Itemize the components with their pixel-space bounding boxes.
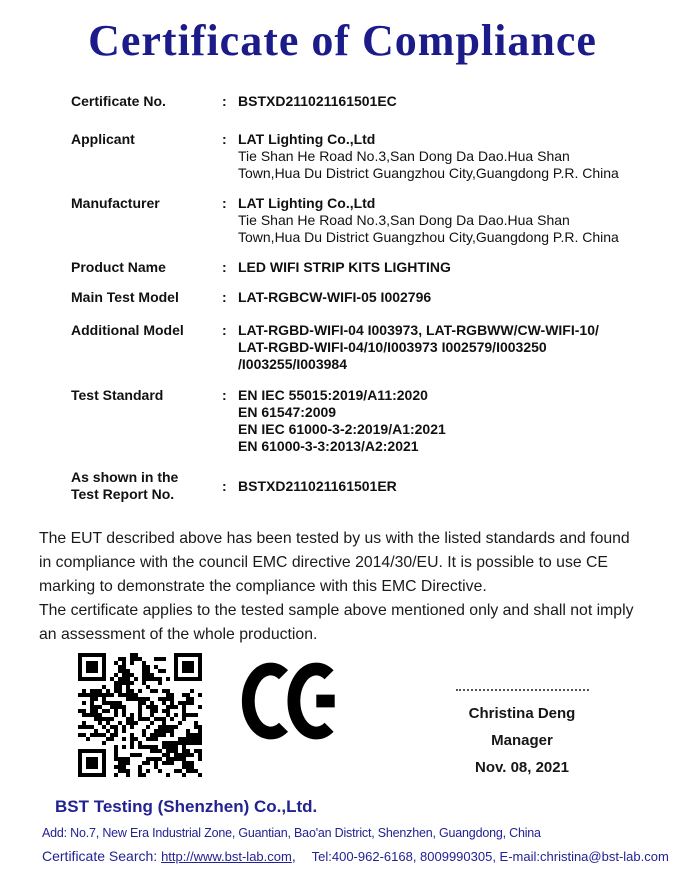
- additional-model-line: /I003255/I003984: [238, 356, 347, 372]
- test-standard-value: [238, 387, 446, 455]
- certificate-search-label: Certificate Search:: [42, 848, 158, 864]
- colon: :: [222, 195, 227, 211]
- statement-line: in compliance with the council EMC directive 2014/30/EU. It is possible to use CE: [39, 554, 608, 571]
- field-manufacturer: [71, 195, 685, 246]
- certificate-search-link[interactable]: http://www.bst-lab.com: [161, 849, 292, 864]
- test-standard-line: EN IEC 55015:2019/A11:2020: [238, 387, 428, 403]
- product-name-value: LED WIFI STRIP KITS LIGHTING: [238, 259, 451, 275]
- footer: [0, 797, 685, 864]
- footer-company-name: BST Testing (Shenzhen) Co.,Ltd.: [55, 797, 318, 816]
- colon: :: [222, 131, 227, 147]
- main-test-model-value: LAT-RGBCW-WIFI-05 I002796: [238, 289, 432, 305]
- main-test-model-label: Main Test Model: [71, 289, 179, 305]
- colon: :: [222, 387, 227, 403]
- manufacturer-address-line: Tie Shan He Road No.3,San Dong Da Dao.Hua Shan: [238, 212, 570, 228]
- footer-search-line: [42, 848, 685, 864]
- ce-mark-icon: [240, 661, 347, 741]
- footer-contact-info: Tel:400-962-6168, 8009990305, E-mail:christina@bst-lab.com: [311, 849, 669, 864]
- search-separator: ,: [291, 848, 296, 864]
- field-applicant: [71, 131, 685, 182]
- test-standard-line: EN 61547:2009: [238, 404, 337, 420]
- additional-model-line: LAT-RGBD-WIFI-04/10/I003973 I002579/I003250: [238, 339, 547, 355]
- field-test-standard: [71, 387, 685, 455]
- qr-code: [78, 653, 202, 777]
- product-name-label: Product Name: [71, 259, 166, 275]
- test-standard-line: EN IEC 61000-3-2:2019/A1:2021: [238, 421, 446, 437]
- manufacturer-label: Manufacturer: [71, 195, 160, 211]
- applicant-label: Applicant: [71, 131, 135, 147]
- manufacturer-value: [238, 195, 619, 246]
- signature-block: [447, 689, 597, 781]
- signer-name: Christina Deng: [468, 705, 576, 722]
- page-title: Certificate of Compliance: [88, 16, 597, 65]
- statement-line: The certificate applies to the tested sample above mentioned only and shall not imply: [39, 602, 634, 619]
- footer-address: Add: No.7, New Era Industrial Zone, Guantian, Bao'an District, Shenzhen, Guangdong, China: [42, 826, 541, 840]
- manufacturer-name: LAT Lighting Co.,Ltd: [238, 195, 376, 211]
- field-product-name: [71, 259, 685, 276]
- statement-line: marking to demonstrate the compliance with this EMC Directive.: [39, 578, 487, 595]
- signature-line: [456, 689, 589, 691]
- test-standard-line: EN 61000-3-3:2013/A2:2021: [238, 438, 419, 454]
- additional-model-label: Additional Model: [71, 322, 184, 338]
- signer-role: Manager: [491, 732, 553, 749]
- marks-and-signature-row: [78, 653, 685, 777]
- certificate-no-label: Certificate No.: [71, 93, 166, 109]
- certificate-fields: [71, 93, 685, 503]
- field-test-report-no: [71, 469, 685, 503]
- test-report-value: BSTXD211021161501ER: [238, 477, 397, 494]
- signature-date: Nov. 08, 2021: [475, 759, 569, 776]
- colon: :: [222, 93, 227, 109]
- field-main-test-model: [71, 289, 685, 306]
- certificate-no-value: BSTXD211021161501EC: [238, 93, 397, 109]
- test-report-label: As shown in the Test Report No.: [71, 469, 179, 502]
- manufacturer-address-line: Town,Hua Du District Guangzhou City,Guangdong P.R. China: [238, 229, 619, 245]
- compliance-statement: [39, 527, 659, 647]
- colon: :: [222, 259, 227, 275]
- colon: :: [222, 322, 227, 338]
- statement-line: The EUT described above has been tested by us with the listed standards and found: [39, 530, 630, 547]
- field-certificate-no: [71, 93, 685, 110]
- applicant-address-line: Tie Shan He Road No.3,San Dong Da Dao.Hua Shan: [238, 148, 570, 164]
- applicant-address-line: Town,Hua Du District Guangzhou City,Guangdong P.R. China: [238, 165, 619, 181]
- additional-model-line: LAT-RGBD-WIFI-04 I003973, LAT-RGBWW/CW-WIFI-10/: [238, 322, 599, 338]
- applicant-value: [238, 131, 619, 182]
- test-standard-label: Test Standard: [71, 387, 164, 403]
- colon: :: [222, 477, 227, 494]
- colon: :: [222, 289, 227, 305]
- statement-line: an assessment of the whole production.: [39, 626, 318, 643]
- additional-model-value: [238, 322, 599, 373]
- applicant-name: LAT Lighting Co.,Ltd: [238, 131, 376, 147]
- field-additional-model: [71, 322, 685, 373]
